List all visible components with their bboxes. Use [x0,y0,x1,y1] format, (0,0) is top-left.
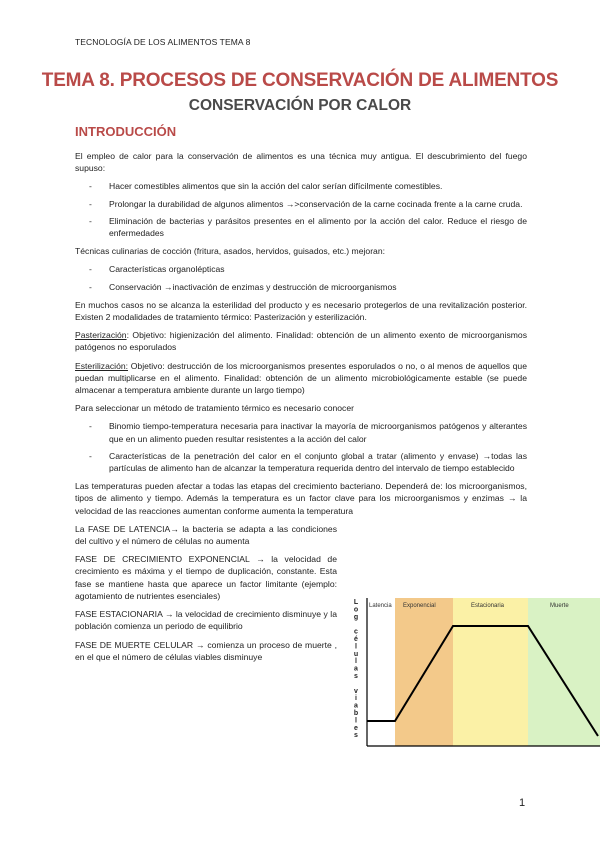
list-item: - Prolongar la durabilidad de algunos alimentos →>conservación de la carne cocinada frente a la carne cruda. [75,198,527,210]
list-item: - Hacer comestibles alimentos que sin la acción del calor serían difícilmente comestibles. [75,180,527,192]
y-axis-label-letter: l [355,717,357,725]
paragraph-tecnicas: Técnicas culinarias de cocción (fritura, asados, hervidos, guisados, etc.) mejoran: [75,246,385,257]
page-title: TEMA 8. PROCESOS DE CONSERVACIÓN DE ALIMENTOS [41,70,559,91]
list-fuego [75,180,527,239]
phase-exponencial: FASE DE CRECIMIENTO EXPONENCIAL → la velocidad de crecimiento es máxima y el tiempo de duplicación, constante. Esta fase se mantiene hasta que aparece un factor limitante (ejemplo: agotamiento de nutrientes esenciales) [75,554,337,601]
y-axis-label-letter: l [355,658,357,666]
term-esterilizacion: Esterilización: [75,360,129,371]
growth-curve-chart [350,586,600,751]
list-item: - Conservación →inactivación de enzimas y destrucción de microorganismos [75,281,527,293]
y-axis-label-letter: s [354,732,358,740]
page-number: 1 [519,797,526,809]
list-item: - Características organolépticas [75,263,527,275]
page-header: TECNOLOGÍA DE LOS ALIMENTOS TEMA 8 [75,37,251,47]
paragraph-seleccionar: Para seleccionar un método de tratamiento térmico es necesario conocer [75,403,354,414]
y-axis-label-letter: e [354,724,358,732]
phase-latencia: La FASE DE LATENCIA→ la bacteria se adapta a las condiciones del cultivo y el número de células no aumenta [75,523,337,547]
band-label-latencia: Latencia [369,603,392,609]
y-axis-label-letter: i [355,695,357,703]
definition-pasterizacion: : Objetivo: higienización del alimento. Finalidad: obtención de un alimento exento de microorganismos patógenos no esporulados [75,330,527,353]
list-item: - Binomio tiempo-temperatura necesaria para inactivar la mayoría de microorganismos patógenos y alterantes que en un alimento pueden resultar resistentes a la acción del calor [75,420,527,444]
y-axis-label-letter: s [354,673,358,680]
paragraph-pasterizacion [75,329,527,353]
definition-esterilizacion: Objetivo: destrucción de los microorganismos presentes esporulados o no, o al menos de aquellos que puedan multiplicarse en el alimento. Finalidad: obtención de un alimento microbiológicamente estable (se puede almacenar a temperatura ambiente durante un largo tiempo) [75,360,527,396]
y-axis-label-letter: b [353,710,359,717]
paragraph-esterilidad: En muchos casos no se alcanza la esterilidad del producto y es necesario protegerlos de una revitalización posterior. Existen 2 modalidades de tratamiento térmico: Pasterización y esterilización. [75,299,527,323]
y-axis-label-letter: a [354,702,358,710]
y-axis-label-letter: c [354,628,358,636]
list-conocer [75,420,527,474]
y-axis-label-letter: g [353,613,359,621]
page-subtitle: CONSERVACIÓN POR CALOR [188,97,412,114]
band-label-exponencial: Exponencial [403,603,436,609]
y-axis-label-letter: L [353,599,359,606]
y-axis-label-letter: o [353,606,359,614]
y-axis-label [354,599,359,739]
paragraph-esterilizacion [75,360,527,397]
band-label-muerte: Muerte [550,603,569,609]
y-axis-label-letter: v [354,687,358,695]
list-item: - Eliminación de bacterias y parásitos presentes en el alimento por la acción del calor. Reduce el riesgo de enfermedades [75,215,527,239]
band-estacionaria [453,598,528,746]
paragraph-intro: El empleo de calor para la conservación de alimentos es una técnica muy antigua. El descubrimiento del fuego supuso: [75,151,527,174]
paragraph-temperaturas: Las temperaturas pueden afectar a todas las etapas del crecimiento bacteriano. Dependerá de: los microorganismos, tipos de alimento y tiempo. Además la temperatura es un factor clave para los microorganismos y enzimas → la velocidad de las reacciones aumentan conforme aumenta la temperatura [75,481,527,516]
y-axis-label-letter: é [354,636,358,643]
list-mejoran [75,263,527,292]
phase-muerte: FASE DE MUERTE CELULAR → comienza un proceso de muerte , en el que el número de células viables disminuye [75,639,337,662]
band-latencia [367,598,395,746]
y-axis-label-letter: a [354,665,358,673]
y-axis-label-letter: u [353,650,359,658]
phases-text [75,523,337,669]
band-label-estacionaria: Estacionaria [471,603,505,609]
section-heading-introduccion: INTRODUCCIÓN [75,124,177,139]
term-pasterizacion: Pasterización [75,330,127,341]
list-item: - Características de la penetración del calor en el conjunto global a tratar (alimento y envase) →todas las partículas de alimento han de alcanzar la temperatura requerida dentro del intervalo de tiempo establecido [75,450,527,474]
y-axis-label-letter: l [355,643,357,651]
phase-estacionaria: FASE ESTACIONARIA → la velocidad de crecimiento disminuye y la población comienza un periodo de equilibrio [75,609,337,632]
